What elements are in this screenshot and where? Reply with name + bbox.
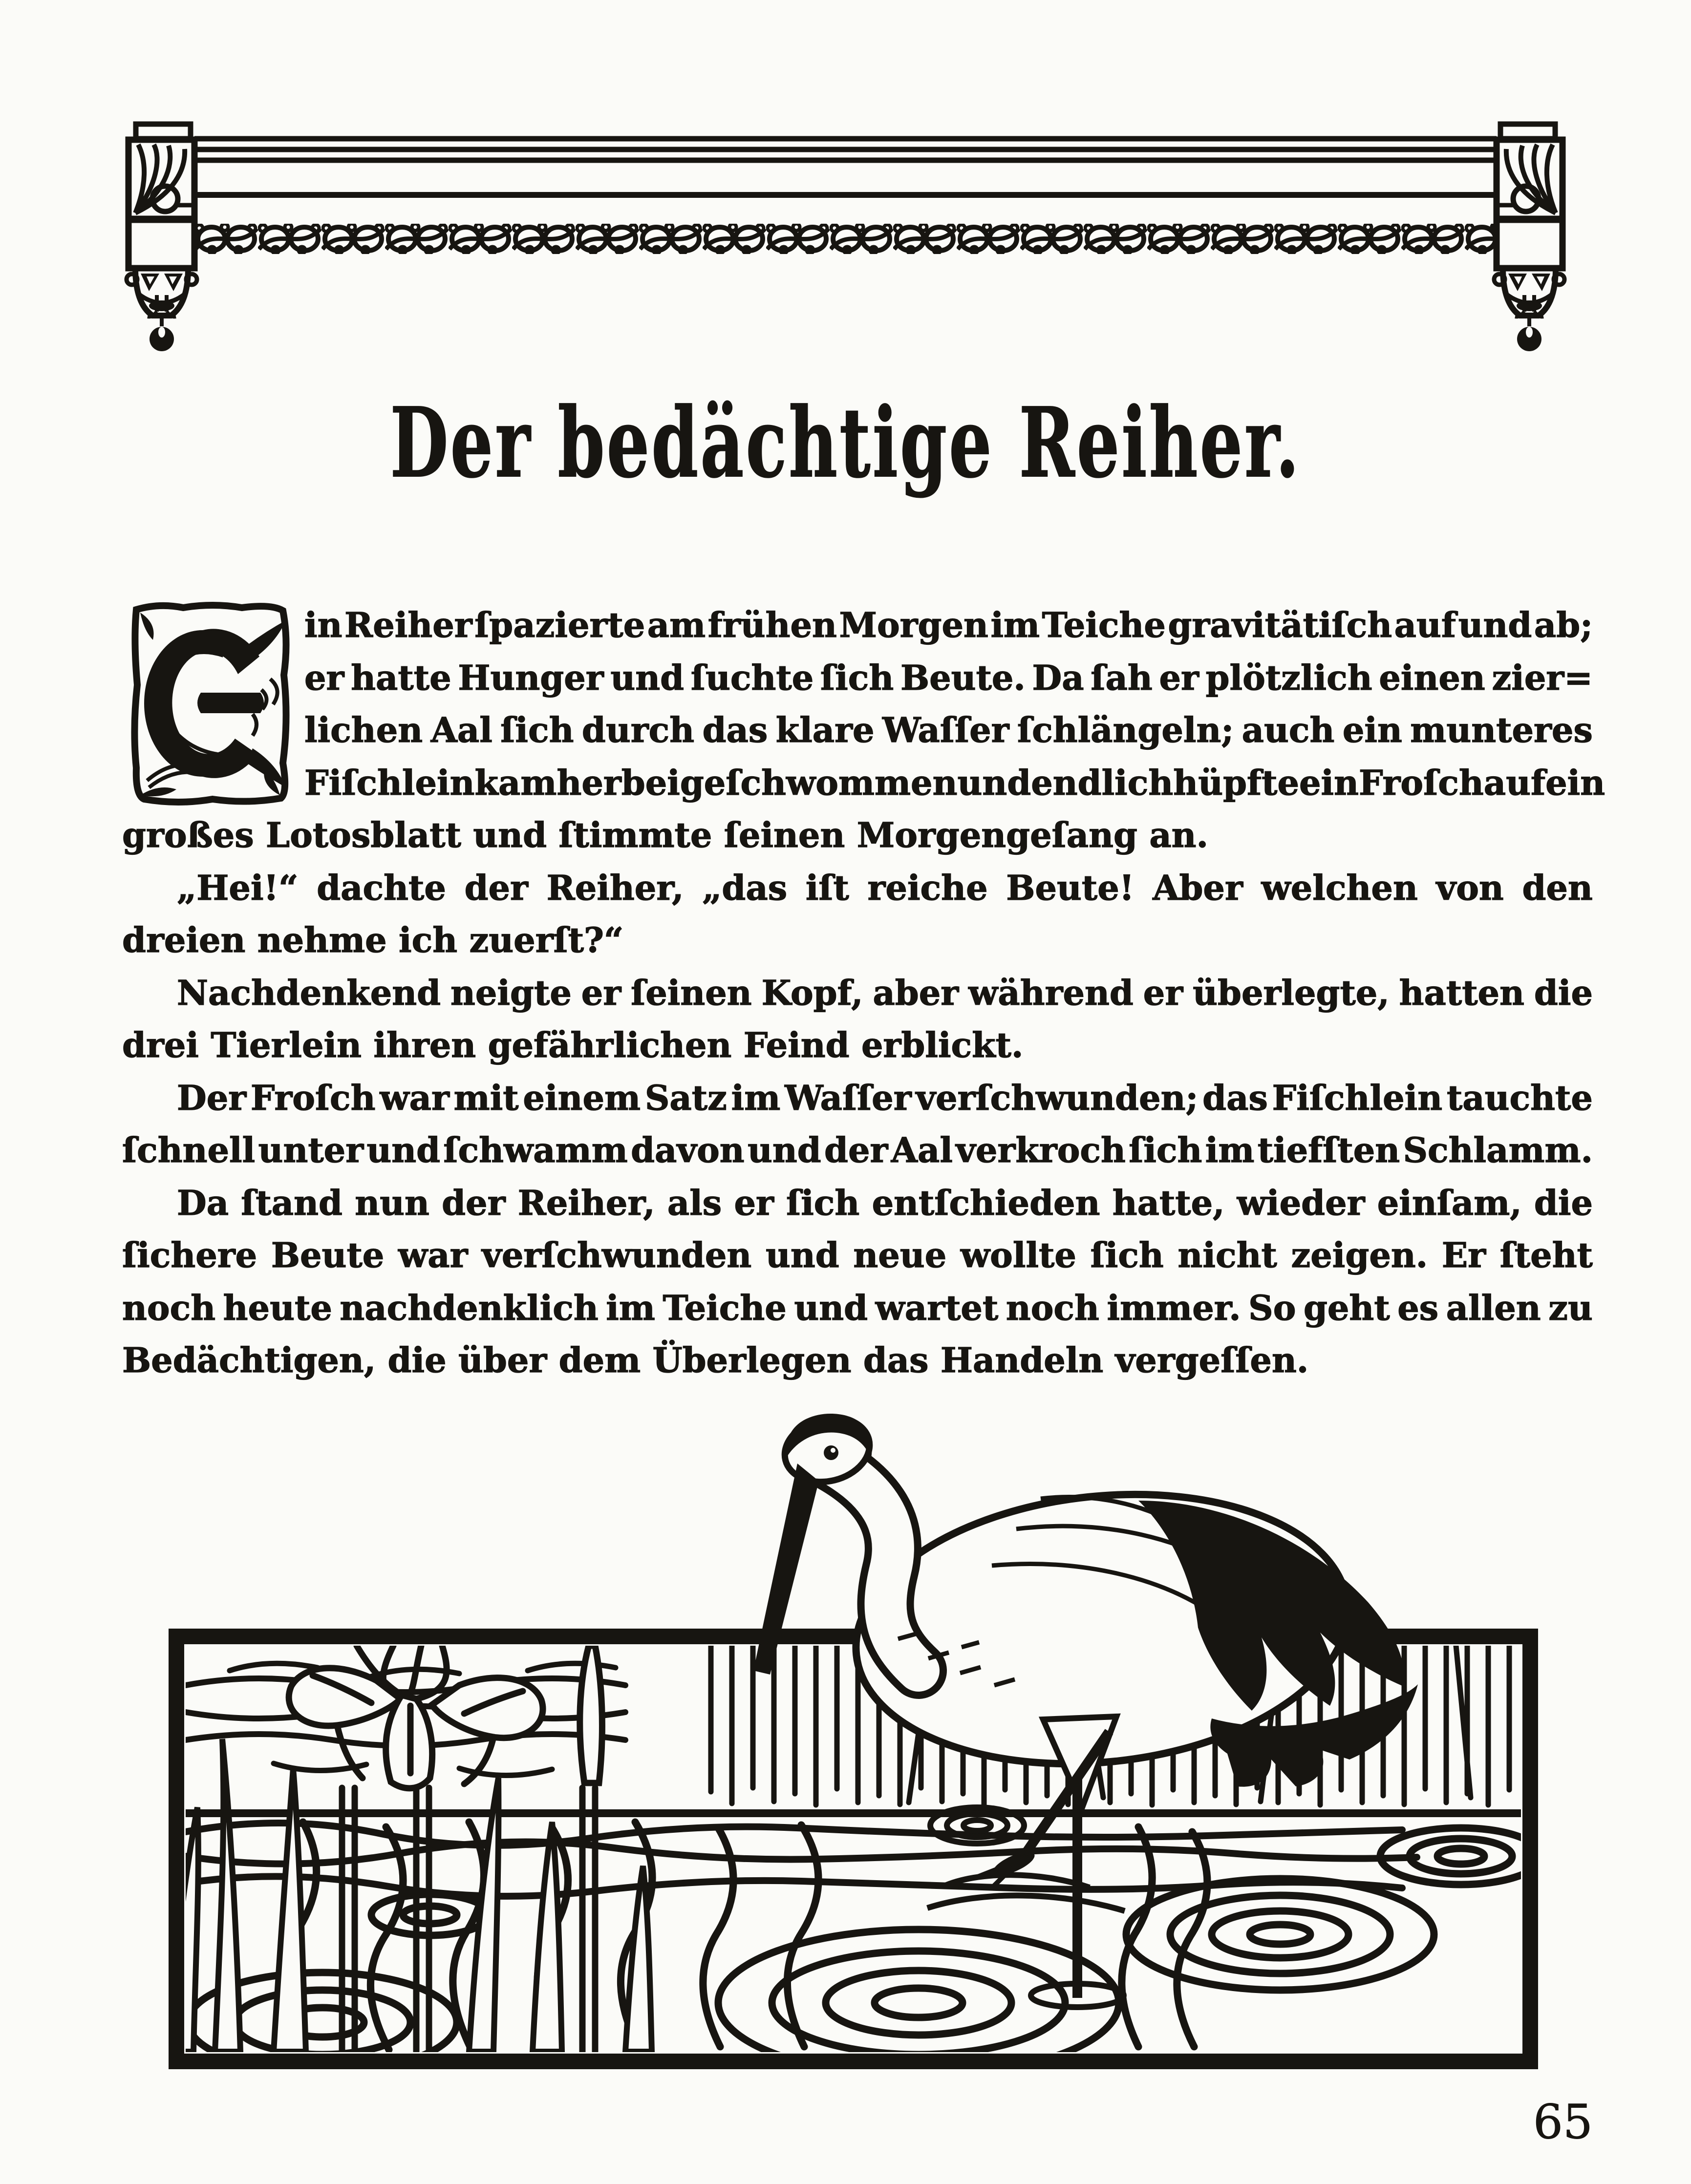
text-line: dreien nehme ich zuerſt?“ (122, 920, 624, 960)
text-line: drei Tierlein ihren gefährlichen Feind erblickt. (122, 1025, 1024, 1065)
text-line: Fiſchlein kam herbeigeſchwommen und endlich hüpfte ein Froſch auf ein (304, 762, 1605, 803)
text-line: ſichere Beute war verſchwunden und neue wollte ſich nicht zeigen. Er ſteht (122, 1235, 1593, 1275)
text-line: Nachdenkend neigte er ſeinen Kopf, aber während er überlegte, hatten die (177, 972, 1593, 1013)
text-line: lichen Aal ſich durch das klare Waſſer ſchlängeln; auch ein munteres (304, 710, 1593, 750)
text-line: „Hei!“ dachte der Reiher, „das iſt reiche Beute! Aber welchen von den (177, 867, 1593, 908)
text-line: ſchnell unter und ſchwamm davon und der Aal verkroch ſich im tiefſten Schlamm. (122, 1130, 1593, 1170)
story-text (122, 599, 1605, 1387)
page-number: 65 (1533, 2095, 1593, 2149)
story-lines (122, 599, 1605, 1387)
page-title: Der bedächtige Reiher. (390, 387, 1301, 499)
heron-illustration (0, 1397, 1691, 2091)
text-line: noch heute nachdenklich im Teiche und wartet noch immer. So geht es allen zu (122, 1287, 1593, 1328)
header-ornament (0, 0, 1691, 381)
text-line: Der Froſch war mit einem Satz im Waſſer verſchwunden; das Fiſchlein tauchte (177, 1077, 1593, 1118)
text-line: er hatte Hunger und ſuchte ſich Beute. Da ſah er plötzlich einen zier= (304, 657, 1593, 698)
text-line: großes Lotosblatt und ſtimmte ſeinen Morgengeſang an. (122, 815, 1208, 855)
text-line: in Reiher ſpazierte am frühen Morgen im Teiche gravitätiſch auf und ab; (304, 605, 1593, 645)
text-line: Bedächtigen, die über dem Überlegen das Handeln vergeſſen. (122, 1340, 1309, 1380)
text-line: Da ſtand nun der Reiher, als er ſich entſchieden hatte, wieder einſam, die (177, 1182, 1593, 1223)
